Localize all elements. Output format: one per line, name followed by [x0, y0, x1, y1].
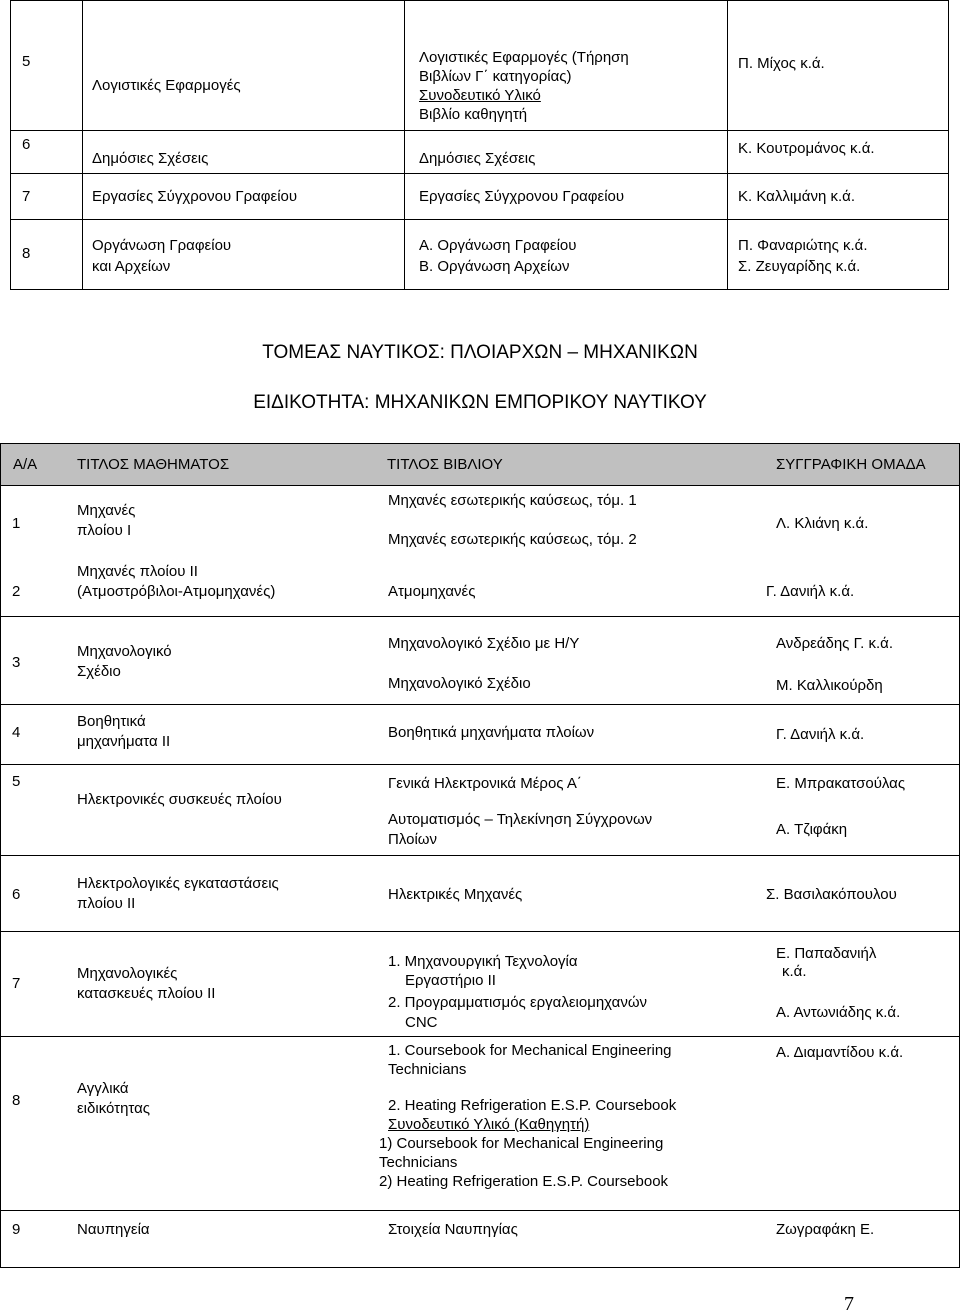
page-number: 7	[844, 1293, 854, 1315]
book-title: Μηχανές εσωτερικής καύσεως, τόμ. 2	[388, 531, 637, 548]
row-number: 8	[22, 245, 31, 262]
subject-title: πλοίου Ι	[77, 522, 132, 539]
book-title: Στοιχεία Ναυπηγίας	[388, 1221, 518, 1238]
row-number: 5	[22, 53, 31, 70]
book-title: Γενικά Ηλεκτρονικά Μέρος Α΄	[388, 775, 582, 792]
row-number: 2	[12, 583, 21, 600]
subject-title: Λογιστικές Εφαρμογές	[92, 77, 241, 94]
author: Π. Φαναριώτης κ.ά.	[738, 237, 868, 254]
specialty-title: ΕΙΔΙΚΟΤΗΤΑ: ΜΗΧΑΝΙΚΩΝ ΕΜΠΟΡΙΚΟΥ ΝΑΥΤΙΚΟΥ	[253, 392, 707, 413]
subject-title: (Ατμοστρόβιλοι-Ατμομηχανές)	[77, 583, 276, 600]
row-number: 7	[22, 188, 31, 205]
author: Κ. Κουτρομάνος κ.ά.	[738, 140, 875, 157]
subject-title: μηχανήματα ΙΙ	[77, 733, 171, 750]
subject-title: κατασκευές πλοίου ΙΙ	[77, 985, 216, 1002]
book-title: Α. Οργάνωση Γραφείου	[419, 237, 577, 254]
author: Μ. Καλλικούρδη	[776, 677, 883, 694]
author: Γ. Δανιήλ κ.ά.	[776, 726, 865, 743]
row-number: 6	[12, 886, 21, 903]
book-title	[388, 810, 652, 829]
row-number: 4	[12, 724, 21, 741]
subject-title: Οργάνωση Γραφείου	[92, 237, 232, 254]
book-title-main: Αυτοματισμός – Τηλεκίνηση Σύγχρονων	[388, 811, 653, 828]
subject-title: Βοηθητικά	[77, 713, 146, 730]
sector-title: ΤΟΜΕΑΣ ΝΑΥΤΙΚΟΣ: ΠΛΟΙΑΡΧΩΝ – ΜΗΧΑΝΙΚΩΝ	[262, 342, 698, 363]
book-title: Εργαστήριο ΙΙ	[405, 972, 496, 989]
author: κ.ά.	[782, 963, 807, 980]
row-number: 3	[12, 654, 21, 671]
book-title: Εργασίες Σύγχρονου Γραφείου	[419, 188, 625, 205]
row-number: 8	[12, 1092, 21, 1109]
book-title: 2) Heating Refrigeration E.S.P. Coursebook	[379, 1173, 669, 1190]
row-number: 9	[12, 1221, 21, 1238]
book-title: Λογιστικές Εφαρμογές (Τήρηση	[419, 49, 629, 66]
subject-title: Ηλεκτρολογικές εγκαταστάσεις	[77, 875, 279, 892]
subject-title: Αγγλικά	[77, 1080, 129, 1097]
courses-table	[0, 443, 960, 1268]
subject-title: Εργασίες Σύγχρονου Γραφείου	[92, 188, 298, 205]
book-title: Μηχανολογικό Σχέδιο με Η/Υ	[388, 635, 580, 652]
table-header	[1, 444, 959, 486]
author: Ε. Μπρακατσούλας	[776, 775, 906, 792]
header-subject: ΤΙΤΛΟΣ ΜΑΘΗΜΑΤΟΣ	[77, 456, 230, 473]
subject-title: Σχέδιο	[77, 663, 121, 680]
book-title: CNC	[405, 1014, 438, 1031]
subject-title: Μηχανές πλοίου ΙΙ	[77, 563, 198, 580]
top-table	[10, 0, 949, 290]
subject-title: Δημόσιες Σχέσεις	[92, 150, 209, 167]
book-title: 1) Coursebook for Mechanical Engineering	[379, 1135, 664, 1152]
author: Ζωγραφάκη Ε.	[776, 1221, 875, 1238]
author: Α. Τζιφάκη	[776, 821, 848, 838]
row-number: 5	[12, 773, 21, 790]
author: Α. Αντωνιάδης κ.ά.	[776, 1004, 901, 1021]
subject-title: Ναυπηγεία	[77, 1221, 150, 1238]
header-num: Α/Α	[13, 456, 38, 473]
book-title: Β. Οργάνωση Αρχείων	[419, 258, 570, 275]
author: Ε. Παπαδανιήλ	[776, 945, 877, 962]
header-book: ΤΙΤΛΟΣ ΒΙΒΛΙΟΥ	[387, 456, 503, 473]
author: Ανδρεάδης Γ. κ.ά.	[776, 635, 894, 652]
author: Λ. Κλιάνη κ.ά.	[776, 515, 869, 532]
book-title: Συνοδευτικό Υλικό (Καθηγητή)	[388, 1116, 590, 1133]
book-title: Συνοδευτικό Υλικό	[419, 87, 541, 104]
book-title: Technicians	[379, 1154, 458, 1171]
author: Κ. Καλλιμάνη κ.ά.	[738, 188, 855, 205]
subject-title: Μηχανολογικές	[77, 965, 178, 982]
subject-title: Ηλεκτρονικές συσκευές πλοίου	[77, 791, 282, 808]
book-title: Δημόσιες Σχέσεις	[419, 150, 536, 167]
header-author: ΣΥΓΓΡΑΦΙΚΗ ΟΜΑΔΑ	[776, 456, 926, 473]
book-title: Πλοίων	[388, 831, 437, 848]
book-title: 2. Προγραμματισμός εργαλειομηχανών	[388, 994, 648, 1011]
subject-title: και Αρχείων	[92, 258, 171, 275]
row-number: 6	[22, 136, 31, 153]
author: Γ. Δανιήλ κ.ά.	[766, 583, 855, 600]
book-title: Βοηθητικά μηχανήματα πλοίων	[388, 724, 595, 741]
subject-title: Μηχανές	[77, 502, 136, 519]
book-title: Βιβλίο καθηγητή	[419, 106, 528, 123]
book-title: 1. Coursebook for Mechanical Engineering	[388, 1042, 672, 1059]
subject-title: Μηχανολογικό	[77, 643, 172, 660]
book-title: 1. Μηχανουργική Τεχνολογία	[388, 953, 578, 970]
book-title: Βιβλίων Γ΄ κατηγορίας)	[419, 68, 572, 85]
book-title: Ατμομηχανές	[388, 583, 476, 600]
subject-title: πλοίου ΙΙ	[77, 895, 136, 912]
subject-title: ειδικότητας	[77, 1100, 151, 1117]
book-title: Μηχανές εσωτερικής καύσεως, τόμ. 1	[388, 492, 637, 509]
author: Σ. Βασιλακόπουλου	[766, 886, 897, 903]
row-number: 1	[12, 515, 21, 532]
row-number: 7	[12, 975, 21, 992]
book-title: 2. Heating Refrigeration E.S.P. Coursebook	[388, 1097, 677, 1114]
book-title: Μηχανολογικό Σχέδιο	[388, 675, 531, 692]
book-title: Ηλεκτρικές Μηχανές	[388, 886, 523, 903]
author: Π. Μίχος κ.ά.	[738, 55, 825, 72]
book-title: Technicians	[388, 1061, 467, 1078]
author: Σ. Ζευγαρίδης κ.ά.	[738, 258, 861, 275]
author: Α. Διαμαντίδου κ.ά.	[776, 1044, 904, 1061]
